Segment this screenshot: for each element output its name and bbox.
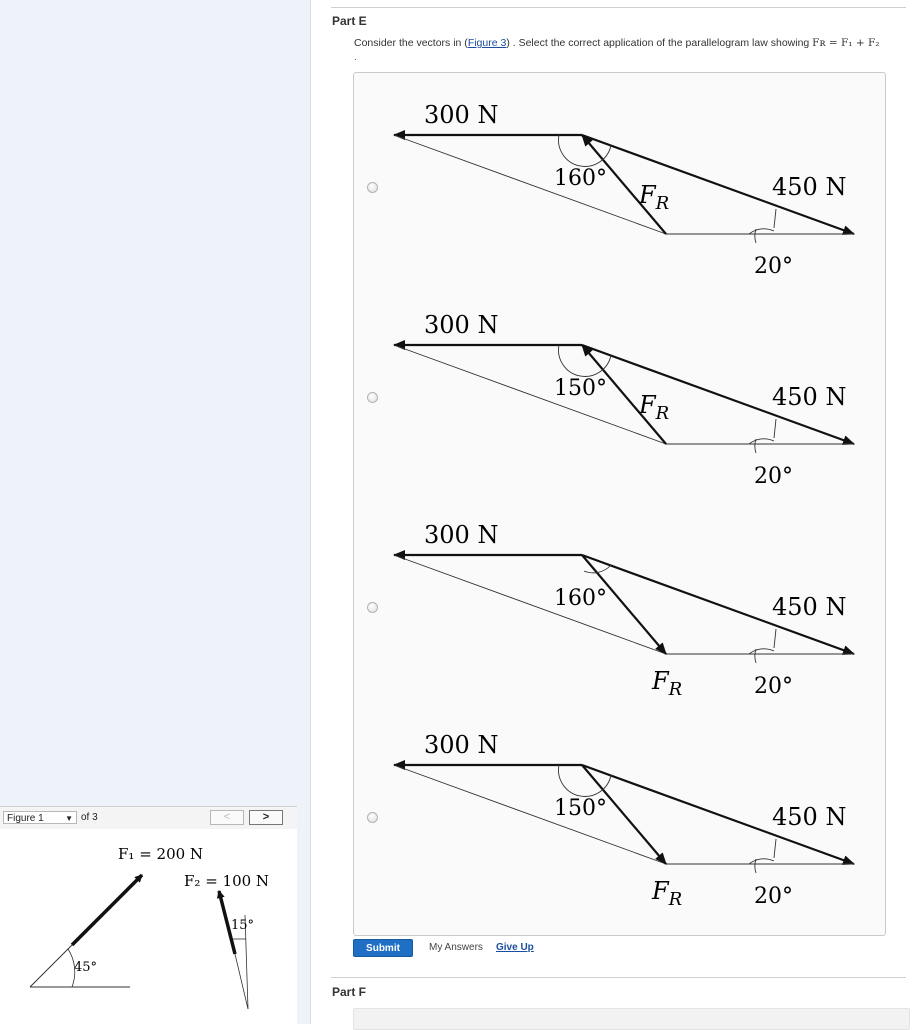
angle-tick bbox=[774, 629, 776, 648]
part-e-title: Part E bbox=[332, 14, 367, 28]
give-up-link[interactable]: Give Up bbox=[496, 942, 534, 953]
divider bbox=[331, 7, 906, 8]
question-prompt bbox=[354, 37, 880, 49]
part-f-title: Part F bbox=[332, 985, 367, 999]
choice-diagram-1 bbox=[384, 83, 884, 293]
angle-arc bbox=[749, 649, 774, 663]
label-300: 300 N bbox=[424, 521, 499, 549]
my-answers-link[interactable]: My Answers bbox=[429, 942, 483, 953]
f2-base-line bbox=[235, 954, 248, 1009]
figure-count: of 3 bbox=[81, 812, 98, 823]
angle-tick bbox=[774, 839, 776, 858]
divider bbox=[331, 977, 906, 978]
previous-figure-button[interactable]: < bbox=[210, 810, 244, 825]
dropdown-arrow-icon: ▼ bbox=[65, 814, 73, 823]
answer-choices bbox=[353, 72, 886, 936]
left-panel bbox=[0, 0, 311, 1024]
label-angle-bottom: 20° bbox=[754, 674, 793, 699]
label-angle-top: 160° bbox=[554, 166, 607, 191]
angle-45-label: 45° bbox=[74, 960, 98, 975]
label-450: 450 N bbox=[772, 803, 847, 831]
choice-radio-4[interactable] bbox=[367, 812, 378, 823]
f2-label: F₂ = 100 N bbox=[184, 872, 270, 890]
main-content bbox=[311, 0, 919, 1024]
label-angle-bottom: 20° bbox=[754, 464, 793, 489]
label-resultant: $F_R$ bbox=[639, 391, 670, 424]
figure-select-value: Figure 1 bbox=[7, 813, 44, 824]
angle-tick bbox=[774, 209, 776, 228]
choice-diagram-2 bbox=[384, 293, 884, 503]
part-f-content bbox=[353, 1008, 910, 1030]
f1-arrow bbox=[72, 875, 142, 945]
label-300: 300 N bbox=[424, 101, 499, 129]
figure-1-diagram bbox=[0, 829, 297, 1024]
choice-diagram-3 bbox=[384, 503, 884, 713]
submit-button[interactable]: Submit bbox=[353, 939, 413, 957]
angle-tick bbox=[774, 419, 776, 438]
figure-toolbar bbox=[0, 806, 297, 830]
label-angle-top: 150° bbox=[554, 796, 607, 821]
prompt-suffix: ) . Select the correct application of the parallelogram law showing bbox=[506, 37, 813, 49]
label-angle-bottom: 20° bbox=[754, 884, 793, 909]
label-resultant: $F_R$ bbox=[639, 181, 670, 214]
figure-3-link[interactable]: Figure 3 bbox=[467, 37, 507, 49]
angle-arc bbox=[749, 229, 774, 243]
choice-radio-1[interactable] bbox=[367, 182, 378, 193]
label-angle-top: 150° bbox=[554, 376, 607, 401]
next-figure-button[interactable]: > bbox=[249, 810, 283, 825]
figure-canvas bbox=[0, 829, 297, 1024]
label-450: 450 N bbox=[772, 173, 847, 201]
label-450: 450 N bbox=[772, 383, 847, 411]
angle-15-label: 15° bbox=[231, 918, 255, 933]
formula: Fʀ = F₁ + F₂ bbox=[812, 37, 880, 49]
label-resultant: $F_R$ bbox=[652, 877, 683, 910]
prompt-dot: . bbox=[354, 52, 357, 63]
figure-select[interactable] bbox=[3, 811, 77, 824]
label-300: 300 N bbox=[424, 731, 499, 759]
label-angle-top: 160° bbox=[554, 586, 607, 611]
choice-radio-2[interactable] bbox=[367, 392, 378, 403]
label-300: 300 N bbox=[424, 311, 499, 339]
f1-base-line bbox=[30, 945, 72, 987]
angle-arc bbox=[749, 439, 774, 453]
label-450: 450 N bbox=[772, 593, 847, 621]
prompt-prefix: Consider the vectors in ( bbox=[354, 37, 468, 49]
choice-radio-3[interactable] bbox=[367, 602, 378, 613]
f1-label: F₁ = 200 N bbox=[118, 845, 204, 863]
label-angle-bottom: 20° bbox=[754, 254, 793, 279]
label-resultant: $F_R$ bbox=[652, 667, 683, 700]
angle-arc bbox=[749, 859, 774, 873]
choice-diagram-4 bbox=[384, 713, 884, 923]
